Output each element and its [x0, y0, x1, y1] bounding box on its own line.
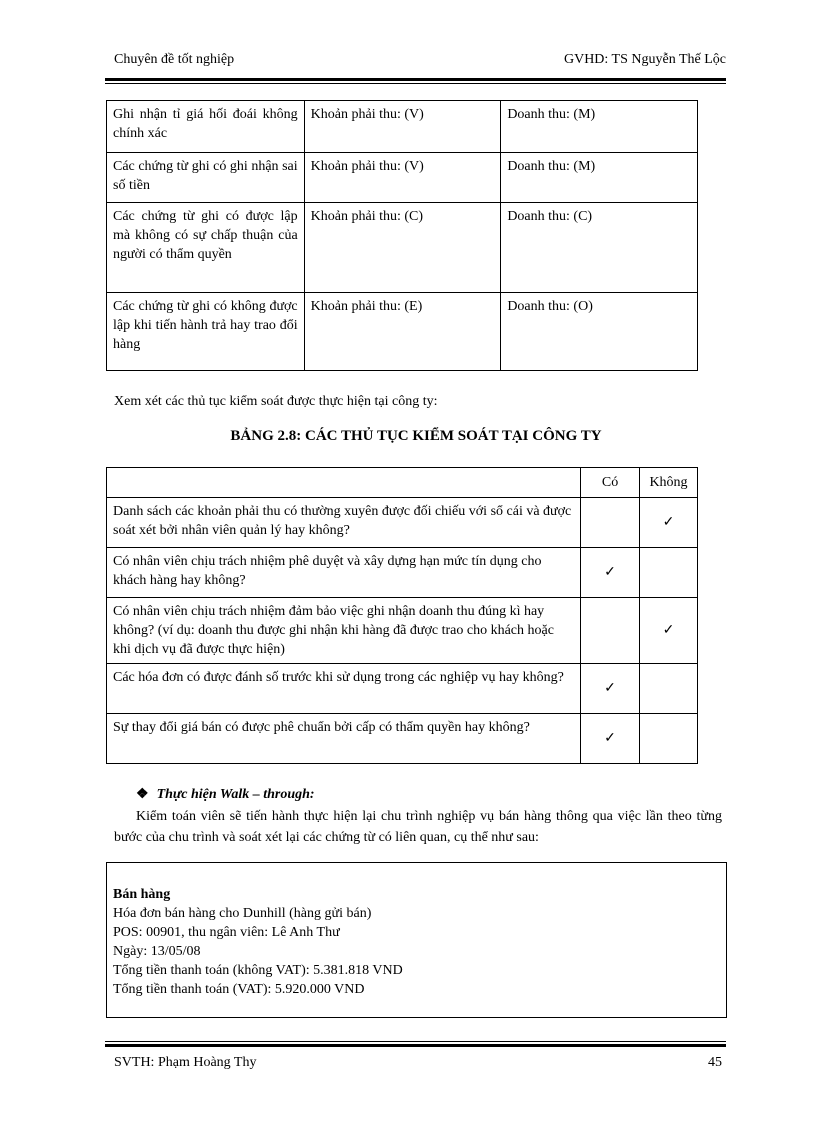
diamond-bullet-icon: ❖ — [136, 787, 149, 802]
table-row — [107, 598, 698, 664]
table-header-row — [107, 468, 698, 498]
walk-paragraph: Kiểm toán viên sẽ tiến hành thực hiện lại chu trình nghiệp vụ bán hàng thông qua việc lần theo từng bước của chu trình và soát xét lại các chứng từ có liên quan, cụ thể như sau: — [114, 809, 722, 845]
cell: Khoản phải thu: (V) — [304, 101, 501, 153]
header-right: GVHD: TS Nguyễn Thế Lộc — [563, 52, 726, 67]
box-title: Bán hàng — [113, 887, 171, 902]
header-yes: Có — [581, 468, 640, 498]
yes-cell — [581, 498, 640, 548]
page-number: 45 — [708, 1055, 722, 1070]
table-row — [107, 203, 698, 293]
box-line: Ngày: 13/05/08 — [113, 944, 201, 959]
question-cell: Sự thay đổi giá bán có được phê chuẩn bởi cấp có thẩm quyền hay không? — [107, 714, 581, 764]
header-rule — [105, 78, 726, 81]
no-cell: ✓ — [640, 598, 698, 664]
table-row — [107, 293, 698, 371]
box-line: Tổng tiền thanh toán (VAT): 5.920.000 VND — [113, 982, 365, 997]
intro-text: Xem xét các thủ tục kiểm soát được thực hiện tại công ty: — [114, 394, 438, 409]
header-rule-thin — [105, 83, 726, 84]
cell: Doanh thu: (M) — [501, 101, 698, 153]
table-row — [107, 101, 698, 153]
cell: Khoản phải thu: (V) — [304, 153, 501, 203]
walk-heading — [136, 786, 315, 803]
yes-cell — [581, 598, 640, 664]
cell: Doanh thu: (C) — [501, 203, 698, 293]
table-row — [107, 153, 698, 203]
yes-cell: ✓ — [581, 714, 640, 764]
page-header — [114, 52, 726, 72]
cell: Các chứng từ ghi có được lập mà không có sự chấp thuận của người có thẩm quyền — [107, 203, 305, 293]
question-cell: Các hóa đơn có được đánh số trước khi sử dụng trong các nghiệp vụ hay không? — [107, 664, 581, 714]
box-line: POS: 00901, thu ngân viên: Lê Anh Thư — [113, 925, 340, 940]
footer-author: SVTH: Phạm Hoàng Thy — [114, 1055, 257, 1070]
control-table — [106, 467, 698, 764]
footer-rule-thin — [105, 1041, 726, 1042]
cell: Khoản phải thu: (C) — [304, 203, 501, 293]
sales-box — [106, 862, 727, 1018]
cell: Doanh thu: (O) — [501, 293, 698, 371]
cell: Khoản phải thu: (E) — [304, 293, 501, 371]
walk-heading-text: Thực hiện Walk – through: — [156, 787, 315, 802]
question-cell: Có nhân viên chịu trách nhiệm phê duyệt và xây dựng hạn mức tín dụng cho khách hàng hay không? — [107, 548, 581, 598]
table-row — [107, 714, 698, 764]
table-row — [107, 498, 698, 548]
cell: Doanh thu: (M) — [501, 153, 698, 203]
table-row — [107, 664, 698, 714]
cell: Các chứng từ ghi có không được lập khi tiến hành trả hay trao đổi hàng — [107, 293, 305, 371]
footer-rule — [105, 1044, 726, 1047]
yes-cell: ✓ — [581, 548, 640, 598]
yes-cell: ✓ — [581, 664, 640, 714]
header-no: Không — [640, 468, 698, 498]
risk-table — [106, 100, 698, 371]
no-cell — [640, 714, 698, 764]
no-cell — [640, 664, 698, 714]
cell: Các chứng từ ghi có ghi nhận sai số tiền — [107, 153, 305, 203]
cell: Ghi nhận tỉ giá hối đoái không chính xác — [107, 101, 305, 153]
question-cell: Danh sách các khoản phải thu có thường xuyên được đối chiếu với sổ cái và được soát xét bởi nhân viên quản lý hay không? — [107, 498, 581, 548]
no-cell — [640, 548, 698, 598]
box-line: Tổng tiền thanh toán (không VAT): 5.381.818 VND — [113, 963, 403, 978]
box-line: Hóa đơn bán hàng cho Dunhill (hàng gửi bán) — [113, 906, 372, 921]
table-title: BẢNG 2.8: CÁC THỦ TỤC KIỂM SOÁT TẠI CÔNG TY — [230, 428, 602, 444]
table-row — [107, 548, 698, 598]
header-left: Chuyên đề tốt nghiệp — [114, 52, 235, 67]
page-footer — [114, 1055, 722, 1075]
question-cell: Có nhân viên chịu trách nhiệm đảm bảo việc ghi nhận doanh thu đúng kì hay không? (ví dụ: doanh thu được ghi nhận khi hàng đã được trao cho khách hoặc khi dịch vụ đã được thực hiện) — [107, 598, 581, 664]
no-cell: ✓ — [640, 498, 698, 548]
header-cell-empty — [107, 468, 581, 498]
